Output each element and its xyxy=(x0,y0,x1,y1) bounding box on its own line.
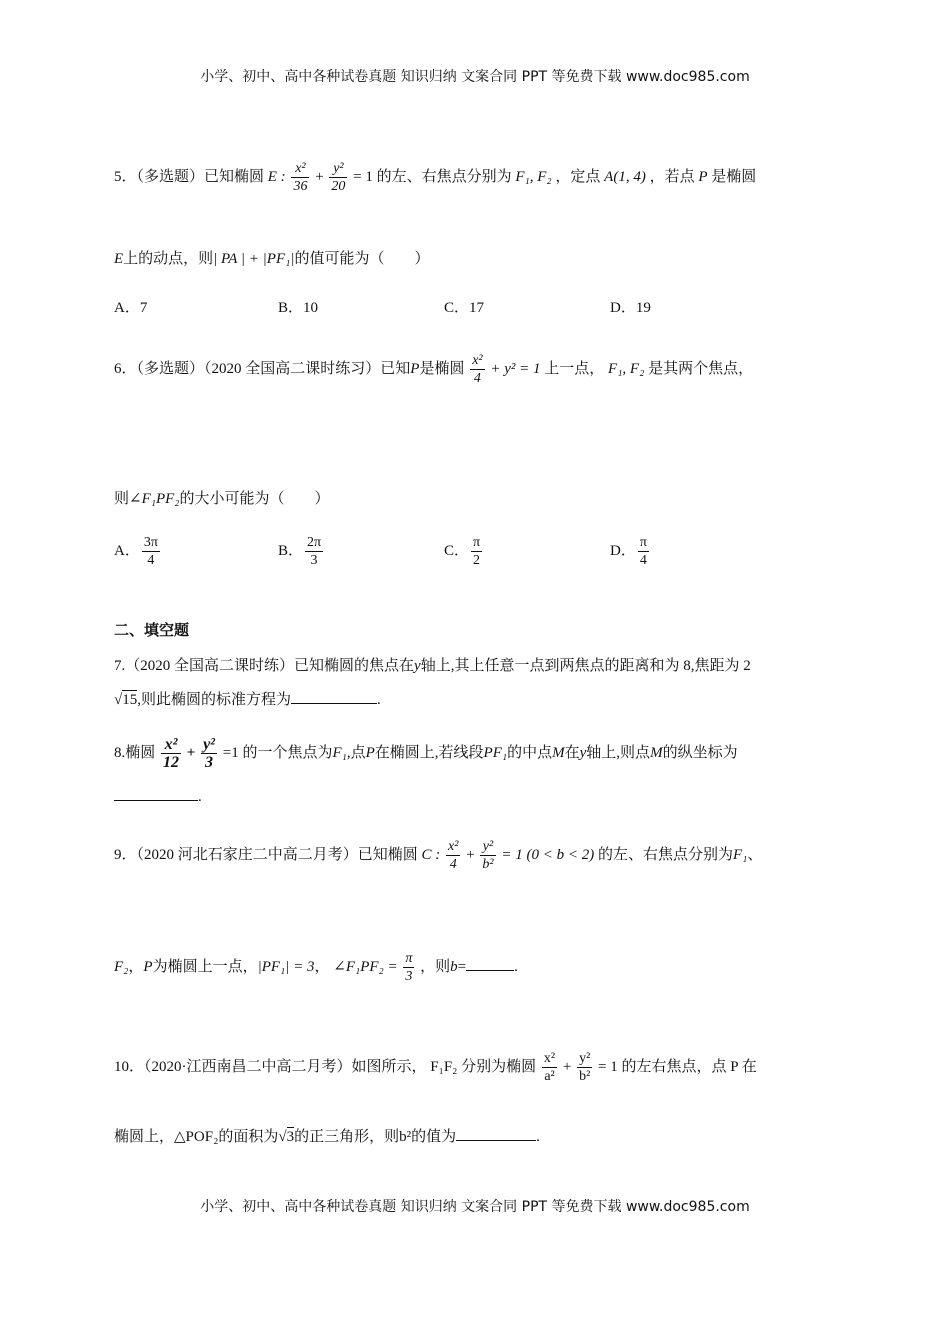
q9-answer-blank xyxy=(466,956,514,971)
q8-line2: . xyxy=(114,786,202,808)
q6-line2: 则∠F₁PF₂的大小可能为（ ） xyxy=(114,491,330,507)
q8-frac2: $\frac{\text{y²}}{3}$ xyxy=(203,736,215,771)
page-header: 小学、初中、高中各种试卷真题 知识归纳 文案合同 PPT 等免费下载 www.doc985.com xyxy=(200,69,750,85)
q9-line2: F₂，P为椭圆上一点，|PF₁| = 3， ∠F₁PF₂ = $\frac{\pi}{3}$ ，则b= . xyxy=(114,951,518,984)
sqrt-icon: √ xyxy=(114,692,123,708)
q8-line1: 8.椭圆 $\frac{\text{x²}}{12}$ + $\frac{\text{y²}}{3}$ =1 的一个焦点为F₁,点P在椭圆上,若线段PF₁的中点M在y轴上,则点M的纵坐标为 xyxy=(114,736,738,771)
q5-frac2: $\frac{\text{y²}}{20}$ xyxy=(331,161,346,194)
q6-option-d: D． $\frac{\pi}{4}$ xyxy=(610,535,647,568)
q6-option-c: C． $\frac{\pi}{2}$ xyxy=(444,535,481,568)
q7-line1: 7.（2020 全国高二课时练）已知椭圆的焦点在y轴上,其上任意一点到两焦点的距离和为 8,焦距为 2 xyxy=(114,658,751,674)
q7-line2: √15,则此椭圆的标准方程为 . xyxy=(114,689,381,711)
q5-line1: 5．（多选题）已知椭圆 E : $\frac{\text{x²}}{36}$ + $\frac{\text{y²}}{20}$ = 1 的左、右焦点分别为 F₁, F₂ ，定点 A(1, 4) ，若点 P 是椭圆 xyxy=(114,161,757,194)
q5-frac1: $\frac{\text{x²}}{36}$ xyxy=(293,161,308,194)
q5-option-d: D．19 xyxy=(610,300,651,316)
q6-frac: $\frac{\text{x²}}{4}$ xyxy=(472,353,483,386)
q8-frac1: $\frac{\text{x²}}{12}$ xyxy=(163,736,180,771)
sqrt-icon: √ xyxy=(278,1129,287,1145)
q10-frac2: $\frac{\text{y²}}{\text{b²}}$ xyxy=(579,1051,591,1084)
q10-line2: 椭圆上，△POF₂的面积为√3的正三角形，则b²的值为 . xyxy=(114,1126,540,1148)
q6-option-a: A． $\frac{3\pi}{4}$ xyxy=(114,535,158,568)
q9-frac3: $\frac{\pi}{3}$ xyxy=(405,951,413,984)
q8-answer-blank xyxy=(114,786,198,801)
q9-frac1: $\frac{\text{x²}}{4}$ xyxy=(448,839,459,872)
section-title: 二、填空题 xyxy=(114,623,190,639)
q9-line1: 9．（2020 河北石家庄二中高二月考）已知椭圆 C : $\frac{\text{x²}}{4}$ + $\frac{\text{y²}}{\text{b²}}$ = 1 (0 < b < 2) 的左、右焦点分别为F₁、 xyxy=(114,839,763,872)
q5-line2: E上的动点，则| PA | + |PF₁|的值可能为（ ） xyxy=(114,251,430,267)
q6-option-b: B． $\frac{2\pi}{3}$ xyxy=(278,535,322,568)
page-footer: 小学、初中、高中各种试卷真题 知识归纳 文案合同 PPT 等免费下载 www.doc985.com xyxy=(200,1199,750,1215)
q5-option-a: A．7 xyxy=(114,300,148,316)
q10-frac1: $\frac{\text{x²}}{\text{a²}}$ xyxy=(543,1051,556,1084)
q9-frac2: $\frac{\text{y²}}{\text{b²}}$ xyxy=(482,839,494,872)
q10-line1: 10．（2020·江西南昌二中高二月考）如图所示， F₁F₂ 分别为椭圆 $\frac{\text{x²}}{\text{a²}}$ + $\frac{\text{y²}}{\text{b²}}$ = 1 的左右焦点，点 P 在 xyxy=(114,1051,757,1084)
q10-answer-blank xyxy=(456,1126,536,1141)
q5-option-b: B．10 xyxy=(278,300,319,316)
q5-option-c: C．17 xyxy=(444,300,485,316)
q7-answer-blank xyxy=(291,689,377,704)
q6-line1: 6．（多选题）（2020 全国高二课时练习）已知P是椭圆 $\frac{\text{x²}}{4}$ + y² = 1 上一点， F₁, F₂ 是其两个焦点， xyxy=(114,353,754,386)
